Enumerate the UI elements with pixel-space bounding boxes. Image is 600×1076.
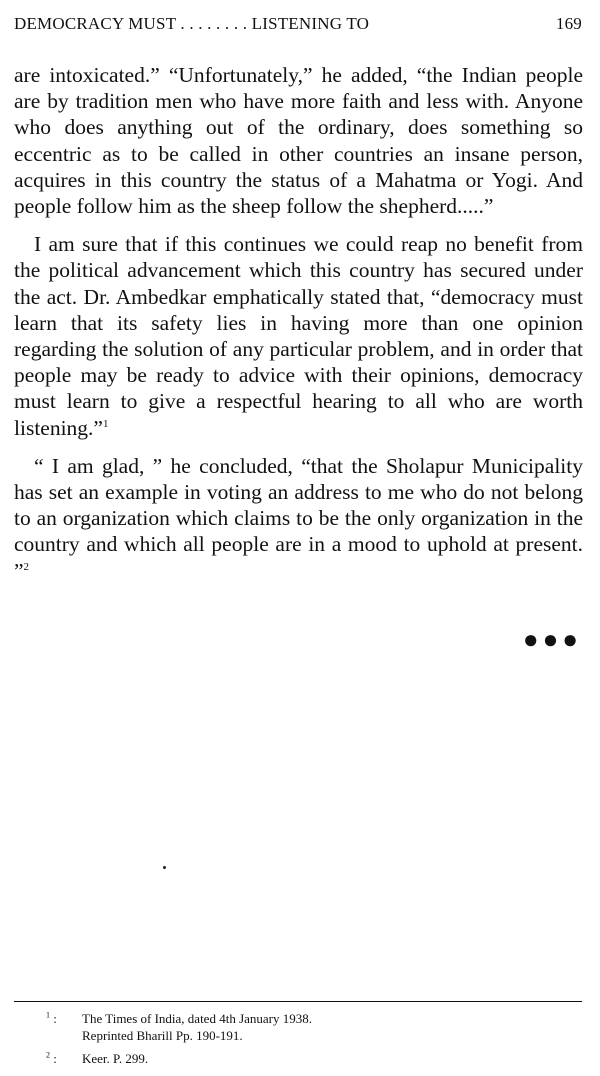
footnote-divider — [14, 1001, 582, 1002]
footnote-marker — [46, 1010, 57, 1027]
running-head-title: DEMOCRACY MUST . . . . . . . . LISTENING TO — [14, 14, 370, 33]
footnote-line: Reprinted Bharill Pp. 190-191. — [82, 1028, 243, 1043]
paragraph — [14, 231, 583, 441]
running-head — [14, 14, 582, 38]
paragraph-text: I am sure that if this continues we could reap no benefit from the political advancement which this country has secured under the act. Dr. Ambedkar emphatically stated that, “democracy must learn that its safety lies in having more than one opinion regarding the solution of any particular problem, and in order that people may be ready to advice with their opinions, democracy must learn to give a respectful hearing to all who are worth listening.” — [14, 232, 583, 440]
paragraph — [14, 453, 583, 584]
footnotes — [46, 1010, 312, 1073]
footnote-reference: 1 — [102, 417, 109, 430]
footnote — [46, 1010, 312, 1044]
section-end-ornament: ●●● — [522, 625, 582, 654]
footnote-separator: : — [53, 1011, 57, 1026]
footnote-reference: 2 — [23, 560, 30, 573]
body-text — [14, 62, 583, 596]
stray-ink-dot — [163, 866, 166, 869]
footnote-separator: : — [53, 1051, 57, 1066]
paragraph-continuation — [14, 62, 583, 219]
footnote-line: The Times of India, dated 4th January 1938. — [82, 1011, 312, 1026]
footnote-marker — [46, 1050, 57, 1067]
footnote-number: 1 — [46, 1010, 50, 1020]
paragraph-text: “ I am glad, ” he concluded, “that the Sholapur Municipality has set an example in voting an address to me who do not belong to an organization which claims to be the only organization in the country and which all people are in a mood to uphold at present. ” — [14, 453, 583, 583]
paragraph-text: are intoxicated.” “Unfortunately,” he added, “the Indian people are by tradition men who have more faith and less with. Anyone who does anything out of the ordinary, does something so eccentric as to be called in other countries an insane person, acquires in this country the status of a Mahatma or Yogi. And people follow him as the sheep follow the shepherd.....” — [14, 63, 583, 219]
footnote-number: 2 — [46, 1050, 50, 1060]
page-number: 169 — [555, 14, 582, 33]
footnote — [46, 1050, 312, 1067]
footnote-line: Keer. P. 299. — [82, 1051, 149, 1066]
